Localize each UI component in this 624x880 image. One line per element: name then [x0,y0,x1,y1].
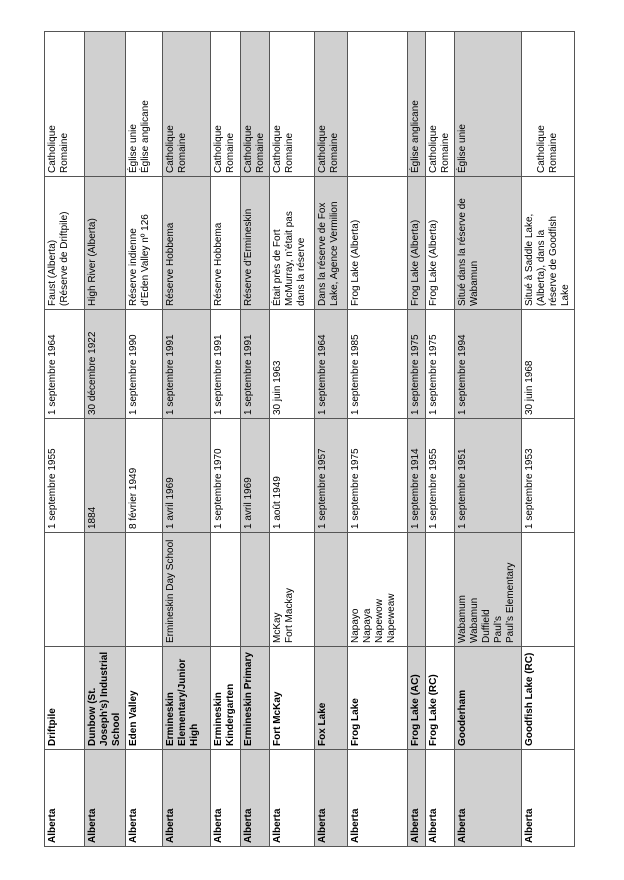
cell-text-line: Wabamum [457,595,468,643]
opened-date-cell [45,419,85,533]
cell-text-line: Napaya [362,608,373,643]
alternate-names-cell [85,533,126,647]
religion-cell [426,32,455,177]
alternate-names-cell [270,533,315,647]
cell-text-line: Situé dans la réserve de [457,198,468,306]
cell-text-line: Gooderham [457,689,468,746]
cell-text-line: Wabamun [469,597,480,643]
cell-text-line: Duffield [481,609,492,643]
cell-text-line: Réserve d’Ermineskin [243,208,254,306]
cell-text-line: Catholique [272,125,283,173]
cell-text-line: Goodfish Lake (RC) [524,652,535,746]
cell-text-line: 1884 [87,506,98,529]
cell-text-line: 30 juin 1963 [272,360,283,415]
opened-date-cell [408,419,426,533]
school-name-cell [241,647,270,750]
province-cell [315,750,348,847]
table-row [163,32,211,847]
cell-text-line: Réserve Hobbema [213,222,224,306]
cell-text-line: Frog Lake (RC) [428,674,439,746]
school-name-cell [163,647,211,750]
province-cell [211,750,241,847]
cell-text-line: Catholique [47,125,58,173]
alternate-names-cell [522,533,575,647]
opened-date-cell [522,419,575,533]
religion-cell [348,32,408,177]
cell-text-line: d’Eden Valley nº 126 [140,214,151,306]
closed-date-cell [315,310,348,419]
cell-text-line: Wabamun [469,260,480,306]
cell-text-line: Frog Lake (AC) [410,674,421,746]
cell-text-line: Ermineskin [165,692,176,746]
cell-text-line: Napayo [350,608,361,643]
cell-text-line: Catholique [165,125,176,173]
cell-text-line: Romaine [329,132,340,173]
cell-text-line: Kindergarten [225,683,236,746]
province-cell [522,750,575,847]
location-cell [455,177,522,310]
location-cell [270,177,315,310]
cell-text-line: Catholique [536,125,547,173]
school-name-cell [45,647,85,750]
province-cell [163,750,211,847]
closed-date-cell [408,310,426,419]
opened-date-cell [270,419,315,533]
cell-text-line: Situé à Saddle Lake, [524,213,535,306]
school-name-cell [315,647,348,750]
opened-date-cell [348,419,408,533]
closed-date-cell [455,310,522,419]
cell-text-line: Catholique [243,125,254,173]
cell-text: Alberta [410,808,421,843]
cell-text: Alberta [165,808,176,843]
cell-text: Alberta [457,808,468,843]
opened-date-cell [163,419,211,533]
cell-text-line: Frog Lake (Alberta) [410,219,421,306]
province-cell [455,750,522,847]
cell-text-line: (Alberta), dans la [536,229,547,306]
location-cell [126,177,163,310]
cell-text-line: Faust (Alberta) [47,239,58,306]
closed-date-cell [163,310,211,419]
cell-text-line: Romaine [440,132,451,173]
cell-text-line: 1 septembre 1975 [350,448,361,529]
opened-date-cell [85,419,126,533]
province-cell [241,750,270,847]
cell-text-line: Réserve Hobbema [165,222,176,306]
cell-text-line: Romaine [255,132,266,173]
table-row [522,32,575,847]
cell-text-line: Église anglicane [410,100,421,173]
opened-date-cell [426,419,455,533]
cell-text-line: Romaine [59,132,70,173]
table-row [455,32,522,847]
religion-cell [455,32,522,177]
alternate-names-cell [211,533,241,647]
school-name-cell [455,647,522,750]
school-name-cell [348,647,408,750]
cell-text-line: McKay [272,612,283,643]
table-row [241,32,270,847]
cell-text-line: Était près de Fort [272,229,283,306]
cell-text-line: 1 septembre 1991 [165,334,176,415]
cell-text-line: 30 juin 1968 [524,360,535,415]
cell-text-line: Paul’s [493,615,504,643]
province-cell [408,750,426,847]
cell-text-line: Dans la réserve de Fox [317,202,328,306]
location-cell [522,177,575,310]
religion-cell [45,32,85,177]
cell-text-line: Frog Lake (Alberta) [350,219,361,306]
cell-text-line: Catholique [317,125,328,173]
cell-text-line: Napewow [374,599,385,643]
religion-cell [522,32,575,177]
cell-text-line: 1 septembre 1991 [213,334,224,415]
province-cell [270,750,315,847]
cell-text-line: Romaine [225,132,236,173]
cell-text-line: dans la réserve [296,237,307,306]
cell-text-line: Frog Lake (Alberta) [428,219,439,306]
cell-text: Alberta [350,808,361,843]
religion-cell [241,32,270,177]
alternate-names-cell [315,533,348,647]
alternate-names-cell [455,533,522,647]
cell-text-line: Paul’s Elementary [505,562,516,643]
cell-text-line: 1 septembre 1991 [243,334,254,415]
table-row [408,32,426,847]
religion-cell [126,32,163,177]
cell-text-line: réserve de Goodfish [548,215,559,306]
closed-date-cell [348,310,408,419]
cell-text-line: School [111,712,122,746]
cell-text-line: Ermineskin Day School [165,539,176,643]
cell-text-line: 1 avril 1969 [165,477,176,529]
cell-text-line: Église unie [457,124,468,173]
school-name-cell [408,647,426,750]
cell-text-line: Eden Valley [128,690,139,746]
province-cell [85,750,126,847]
closed-date-cell [426,310,455,419]
closed-date-cell [522,310,575,419]
table-row [45,32,85,847]
cell-text-line: Église anglicane [140,100,151,173]
cell-text-line: 1 avril 1969 [243,477,254,529]
alternate-names-cell [126,533,163,647]
table-row [270,32,315,847]
cell-text-line: 1 septembre 1970 [213,448,224,529]
cell-text: Alberta [317,808,328,843]
cell-text-line: 1 septembre 1955 [47,448,58,529]
cell-text-line: 1 septembre 1994 [457,334,468,415]
cell-text-line: 1 septembre 1964 [317,334,328,415]
cell-text-line: 1 septembre 1985 [350,334,361,415]
province-cell [348,750,408,847]
alternate-names-cell [163,533,211,647]
cell-text-line: Ermineskin [213,692,224,746]
cell-text-line: Elementary/Junior [177,658,188,746]
cell-text-line: Fort Mackay [284,587,295,643]
location-cell [163,177,211,310]
opened-date-cell [455,419,522,533]
rotated-table-page [44,32,571,847]
cell-text-line: Église unie [128,124,139,173]
cell-text: Alberta [272,808,283,843]
school-name-cell [270,647,315,750]
alternate-names-cell [45,533,85,647]
cell-text-line: 1 septembre 1975 [410,334,421,415]
opened-date-cell [211,419,241,533]
table-row [126,32,163,847]
religion-cell [270,32,315,177]
school-name-cell [126,647,163,750]
cell-text-line: Fox Lake [317,702,328,746]
religion-cell [315,32,348,177]
cell-text-line: 1 septembre 1953 [524,448,535,529]
cell-text: Alberta [524,808,535,843]
cell-text-line: Dunbow (St. [87,687,98,746]
religion-cell [408,32,426,177]
province-cell [126,750,163,847]
location-cell [45,177,85,310]
cell-text-line: 1 août 1949 [272,476,283,529]
cell-text-line: Fort McKay [272,691,283,746]
cell-text-line: 30 décembre 1922 [87,331,98,415]
location-cell [348,177,408,310]
location-cell [426,177,455,310]
closed-date-cell [211,310,241,419]
cell-text-line: Lake [560,284,571,306]
cell-text: Alberta [213,808,224,843]
religion-cell [211,32,241,177]
cell-text-line: 1 septembre 1951 [457,448,468,529]
cell-text-line: Napeweaw [386,593,397,643]
cell-text-line: 8 février 1949 [128,467,139,529]
location-cell [408,177,426,310]
opened-date-cell [241,419,270,533]
table-row [426,32,455,847]
cell-text-line: Joseph’s) Industrial [99,651,110,746]
cell-text-line: Lake, Agence Vermilion [329,201,340,306]
location-cell [85,177,126,310]
cell-text-line: Romaine [548,132,559,173]
cell-text-line: Réserve indienne [128,228,139,306]
school-name-cell [426,647,455,750]
cell-text-line: Romaine [284,132,295,173]
table-row [85,32,126,847]
location-cell [211,177,241,310]
cell-text-line: Romaine [177,132,188,173]
opened-date-cell [126,419,163,533]
schools-table [44,31,575,847]
cell-text-line: 1 septembre 1990 [128,334,139,415]
cell-text-line: Catholique [428,125,439,173]
cell-text-line: High River (Alberta) [87,218,98,306]
school-name-cell [522,647,575,750]
cell-text: Alberta [428,808,439,843]
religion-cell [85,32,126,177]
cell-text-line: 1 septembre 1975 [428,334,439,415]
cell-text-line: (Réserve de Driftpile) [59,211,70,306]
closed-date-cell [241,310,270,419]
table-row [211,32,241,847]
closed-date-cell [270,310,315,419]
cell-text-line: McMurray, n’était pas [284,211,295,306]
alternate-names-cell [408,533,426,647]
cell-text-line: 1 septembre 1957 [317,448,328,529]
religion-cell [163,32,211,177]
school-name-cell [85,647,126,750]
alternate-names-cell [426,533,455,647]
alternate-names-cell [241,533,270,647]
cell-text: Alberta [128,808,139,843]
cell-text-line [524,35,536,173]
cell-text-line: High [189,723,200,746]
cell-text-line: 1 septembre 1964 [47,334,58,415]
closed-date-cell [126,310,163,419]
province-cell [426,750,455,847]
closed-date-cell [85,310,126,419]
cell-text-line: Ermineskin Primary [243,652,254,746]
cell-text: Alberta [243,808,254,843]
cell-text-line: Catholique [213,125,224,173]
cell-text-line: Frog Lake [350,698,361,746]
alternate-names-cell [348,533,408,647]
location-cell [315,177,348,310]
cell-text-line: 1 septembre 1955 [428,448,439,529]
cell-text: Alberta [87,808,98,843]
opened-date-cell [315,419,348,533]
school-name-cell [211,647,241,750]
table-row [348,32,408,847]
cell-text-line: 1 septembre 1914 [410,448,421,529]
cell-text-line: Driftpile [47,708,58,746]
closed-date-cell [45,310,85,419]
province-cell [45,750,85,847]
table-row [315,32,348,847]
location-cell [241,177,270,310]
cell-text: Alberta [47,808,58,843]
